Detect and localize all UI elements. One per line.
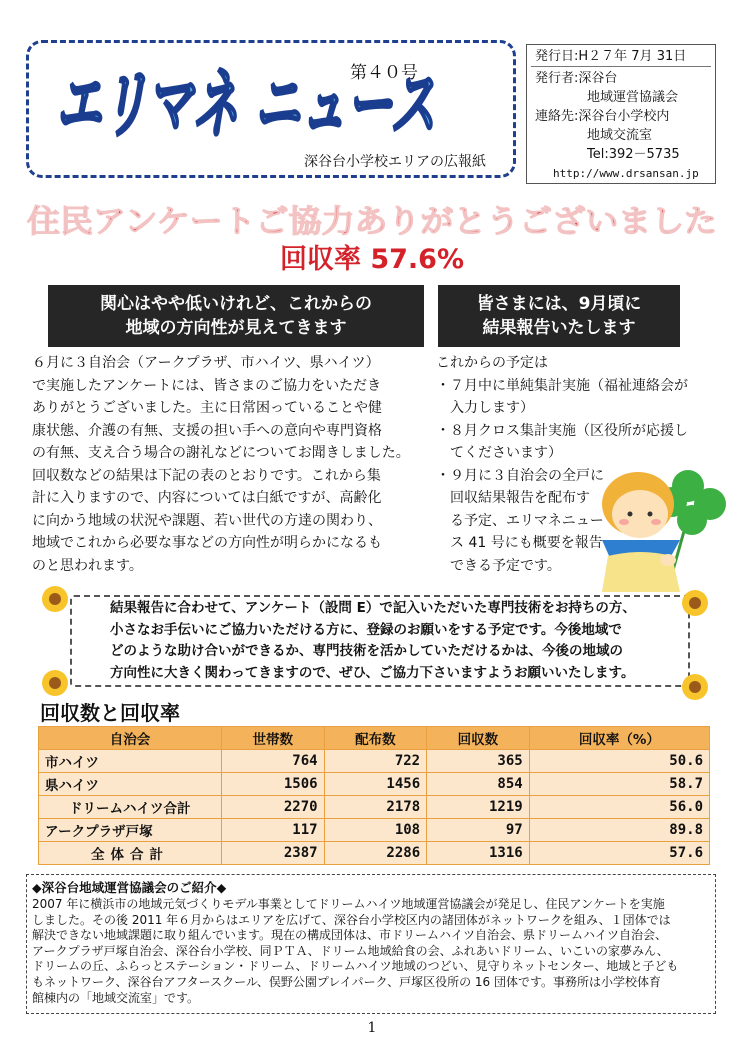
- sunflower-icon: [680, 672, 710, 702]
- paragraph-line: 地域でこれから必要な事などの方向性が明らかになるも: [32, 535, 382, 551]
- intro-line: しました。その後 2011 年６月からはエリアを広げて、深谷台小学校区内の諸団体がネットワークを組み、１団体では: [32, 912, 671, 927]
- section-heading-left: [48, 285, 424, 347]
- cell-name: ドリームハイツ合計: [39, 796, 222, 819]
- contact-room: 地域交流室: [587, 128, 653, 143]
- publisher: 発行者:深谷台: [535, 71, 618, 86]
- intro-line: 解決できない地域課題に取り組んでいます。現在の構成団体は、市ドリームハイツ自治会、県ドリームハイツ自治会、: [32, 928, 668, 943]
- cell-households: 1506: [222, 773, 325, 796]
- column-header: 回収数: [427, 727, 530, 750]
- paragraph-line: に向かう地域の状況や課題、若い世代の方達の関わり、: [32, 512, 382, 529]
- cell-rate: 89.8: [529, 819, 709, 842]
- cell-distributed: 722: [324, 750, 427, 773]
- section-heading-right: [438, 285, 680, 347]
- column-header: 自治会: [39, 727, 222, 750]
- cell-households: 2387: [222, 842, 325, 865]
- schedule-line: る予定、エリマネニュー: [436, 512, 604, 529]
- table-row: [39, 773, 710, 796]
- intro-line: アークプラザ戸塚自治会、深谷台小学校、同ＰＴＡ、ドリーム地域給食の会、ふれあいドリーム、いこいの家夢みん、: [32, 943, 669, 958]
- notice-line: どのような助け合いができるか、専門技術を活かしていただけるかは、今後の地域の: [110, 643, 623, 659]
- cell-name: 市ハイツ: [39, 750, 222, 773]
- table-header-row: [39, 727, 710, 750]
- notice-line: 小さなお手伝いにご協力いただける方に、登録のお願いをする予定です。今後地域で: [110, 621, 622, 638]
- table-row: [39, 796, 710, 819]
- cell-name: 県ハイツ: [39, 773, 222, 796]
- cell-collected: 1316: [427, 842, 530, 865]
- paragraph-line: 回収数などの結果は下記の表のとおりです。これから集: [32, 467, 381, 484]
- survey-paragraph: [32, 352, 420, 577]
- publish-date: 発行日:H２７年 7月 31日: [535, 49, 687, 64]
- paragraph-line: の有無、支え合う場合の謝礼などについてお聞きしました。: [32, 445, 410, 461]
- section-heading-right-line2: 結果報告いたします: [482, 318, 636, 338]
- info-divider: [531, 66, 711, 67]
- section-heading-left-line1: 関心はやや低いけれど、これからの: [100, 294, 372, 314]
- schedule-line: ・９月に３自治会の全戸に: [436, 467, 604, 484]
- collection-table: [38, 726, 710, 865]
- section-heading-right-line1: 皆さまには、9月頃に: [476, 294, 642, 314]
- paragraph-line: 康状態、介護の有無、支援の担い手への意向や専門資格: [32, 422, 382, 439]
- paragraph-line: ありがとうございました。主に日常困っていることや健: [32, 400, 382, 416]
- column-header: 配布数: [324, 727, 427, 750]
- telephone: Tel:392－5735: [587, 147, 680, 162]
- cell-name: アークプラザ戸塚: [39, 819, 222, 842]
- collection-rate: [0, 240, 744, 276]
- schedule-line: ス 41 号にも概要を報告: [436, 535, 603, 551]
- cell-distributed: 2286: [324, 842, 427, 865]
- table-row-total: [39, 842, 710, 865]
- paragraph-line: で実施したアンケートには、皆さまのご協力をいただき: [32, 377, 382, 394]
- intro-body: [32, 897, 710, 1006]
- notice-text: [110, 598, 670, 684]
- page-number: 1: [367, 1020, 377, 1036]
- sunflower-icon: [680, 588, 710, 618]
- schedule-line: できる予定です。: [436, 557, 561, 574]
- notice-line: 方向性に大きく関わってきますので、ぜひ、ご協力下さいますようお願いいたします。: [110, 664, 635, 681]
- issue-number: 第４０号: [350, 63, 418, 83]
- contact: 連絡先:深谷台小学校内: [535, 109, 670, 124]
- schedule-line: 回収結果報告を配布す: [436, 490, 590, 506]
- schedule-line: 入力します）: [436, 400, 534, 416]
- cell-households: 117: [222, 819, 325, 842]
- table-title: 回収数と回収率: [40, 701, 180, 725]
- publisher-org: 地域運営協議会: [587, 90, 679, 105]
- logo-text: エリマネ ニュース: [56, 62, 436, 142]
- paragraph-line: ６月に３自治会（アークプラザ、市ハイツ、県ハイツ）: [32, 355, 380, 371]
- collection-rate-text: 回収率 57.6%: [279, 244, 465, 275]
- paragraph-line: 計に入りますので、内容については白紙ですが、高齢化: [32, 490, 382, 506]
- cell-distributed: 2178: [324, 796, 427, 819]
- intro-line: ドリームの丘、ふらっとステーション・ドリーム、ドリームハイツ地域のつどい、見守りネットセンター、地域と子ども: [32, 959, 679, 974]
- intro-line: もネットワーク、深谷台アフタースクール、俣野公園プレイパーク、戸塚区役所の 16 団体です。事務所は小学校体育: [32, 974, 662, 989]
- cell-distributed: 108: [324, 819, 427, 842]
- cell-households: 764: [222, 750, 325, 773]
- intro-line: 2007 年に横浜市の地域元気づくりモデル事業としてドリームハイツ地域運営協議会が発足し、住民アンケートを実施: [32, 897, 665, 911]
- intro-line: 館棟内の「地域交流室」です。: [32, 990, 200, 1005]
- cell-rate: 56.0: [529, 796, 709, 819]
- cell-rate: 58.7: [529, 773, 709, 796]
- section-heading-left-line2: 地域の方向性が見えてきます: [125, 318, 347, 338]
- schedule-line: てくださいます）: [436, 445, 562, 461]
- publication-info: [526, 44, 716, 184]
- notice-line: 結果報告に合わせて、アンケート（設問 E）で記入いただいた専門技術をお持ちの方、: [110, 600, 636, 616]
- column-header: 回収率（%）: [529, 727, 709, 750]
- cell-rate: 50.6: [529, 750, 709, 773]
- cell-collected: 97: [427, 819, 530, 842]
- cell-households: 2270: [222, 796, 325, 819]
- column-header: 世帯数: [222, 727, 325, 750]
- headline-title: 住民アンケートご協力ありがとうございました: [27, 204, 717, 240]
- cell-name: 全体合計: [39, 842, 222, 865]
- cell-collected: 1219: [427, 796, 530, 819]
- headline: [0, 194, 744, 244]
- paragraph-line: のと思われます。: [32, 557, 143, 574]
- table-row: [39, 819, 710, 842]
- table-row: [39, 750, 710, 773]
- tagline: 深谷台小学校エリアの広報紙: [304, 154, 486, 170]
- sunflower-icon: [40, 668, 70, 698]
- website-link[interactable]: http://www.drsansan.jp: [553, 167, 699, 180]
- cell-collected: 365: [427, 750, 530, 773]
- schedule-line: これからの予定は: [436, 355, 548, 371]
- child-with-clover-illustration: [580, 460, 730, 595]
- cell-distributed: 1456: [324, 773, 427, 796]
- schedule-line: ・８月クロス集計実施（区役所が応援し: [436, 422, 688, 439]
- schedule-line: ・７月中に単純集計実施（福祉連絡会が: [436, 377, 688, 394]
- intro-title: ◆深谷台地域運営協議会のご紹介◆: [32, 880, 227, 895]
- cell-collected: 854: [427, 773, 530, 796]
- sunflower-icon: [40, 584, 70, 614]
- cell-rate: 57.6: [529, 842, 709, 865]
